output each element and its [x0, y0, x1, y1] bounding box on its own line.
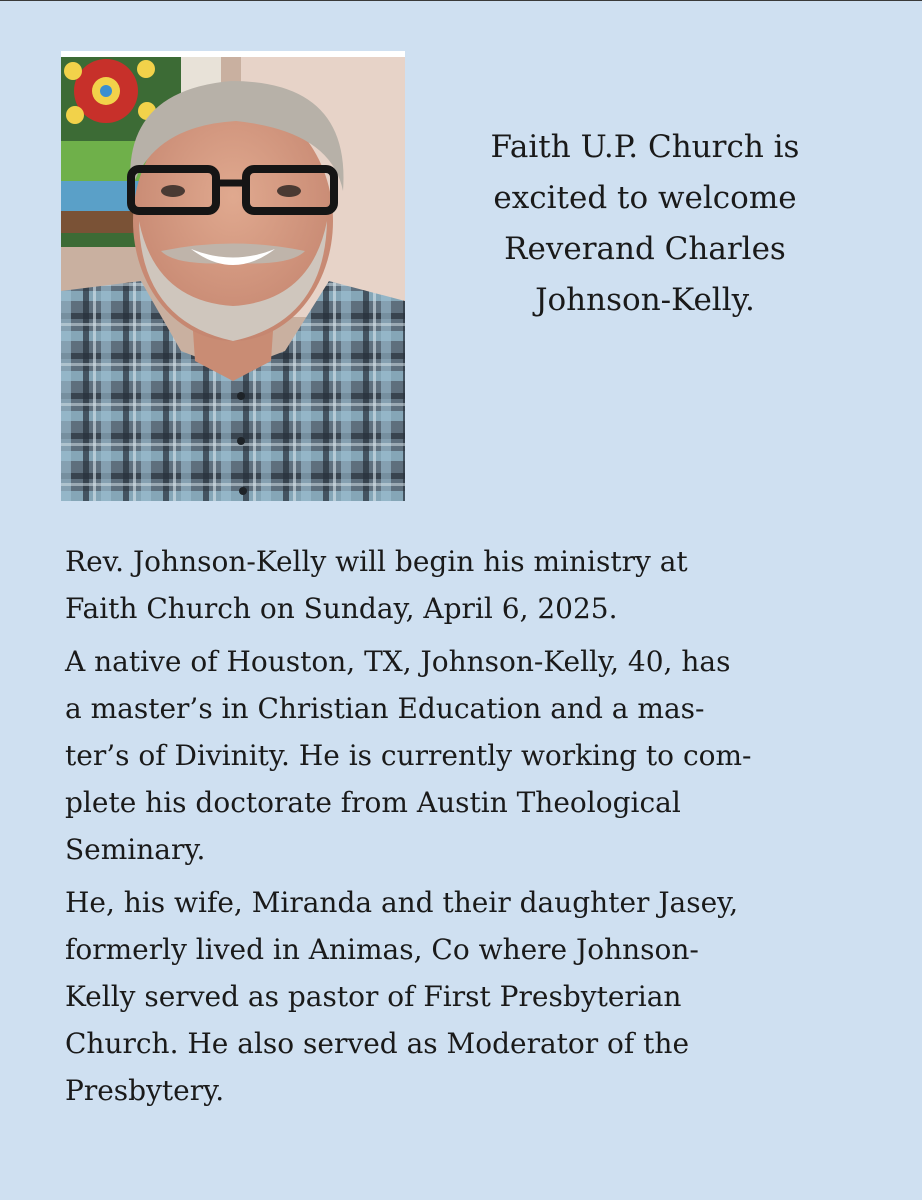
line: Presbytery.: [65, 1074, 225, 1107]
pastor-photo: [61, 51, 405, 501]
line: Seminary.: [65, 833, 206, 866]
line: Faith Church on Sunday, April 6, 2025.: [65, 592, 618, 625]
line: A native of Houston, TX, Johnson-Kelly, 40, has: [65, 645, 731, 678]
welcome-line-4: Johnson-Kelly.: [535, 282, 755, 318]
paragraph-family: [65, 879, 865, 1114]
line: He, his wife, Miranda and their daughter Jasey,: [65, 886, 739, 919]
paragraph-ministry-start: [65, 538, 865, 632]
line: formerly lived in Animas, Co where Johnson-: [65, 933, 699, 966]
line: Rev. Johnson-Kelly will begin his ministry at: [65, 545, 688, 578]
paragraph-background: [65, 638, 865, 873]
welcome-line-2: excited to welcome: [493, 180, 797, 216]
welcome-heading: [435, 122, 855, 326]
line: Kelly served as pastor of First Presbyterian: [65, 980, 682, 1013]
top-border: [0, 0, 922, 1]
line: ter’s of Divinity. He is currently working to com-: [65, 739, 752, 772]
line: plete his doctorate from Austin Theological: [65, 786, 681, 819]
welcome-line-1: Faith U.P. Church is: [490, 129, 800, 165]
line: Church. He also served as Moderator of the: [65, 1027, 690, 1060]
line: a master’s in Christian Education and a mas-: [65, 692, 705, 725]
welcome-line-3: Reverand Charles: [504, 231, 786, 267]
article-body: [65, 538, 865, 1120]
